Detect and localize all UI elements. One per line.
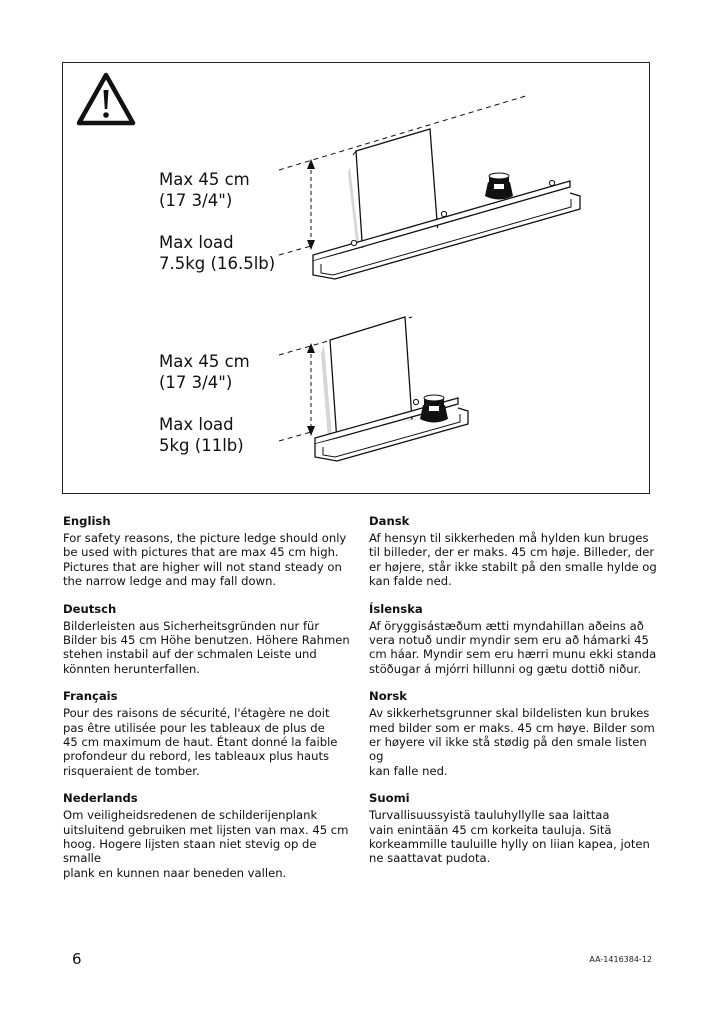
section-heading: Nederlands (63, 791, 138, 806)
section-body: For safety reasons, the picture ledge should only be used with pictures that are max 45 cm high. Pictures that are higher will not stand steady on the narrow ledge and may fall down. (63, 531, 347, 588)
max-height-imperial: (17 3/4") (159, 191, 233, 210)
section-heading: Íslenska (369, 601, 423, 616)
max-load-label: Max load (159, 415, 234, 434)
section-heading: English (63, 514, 111, 528)
shelf-illustration (63, 63, 651, 495)
illustration-frame (62, 62, 650, 494)
max-load-label: Max load (159, 233, 234, 252)
section-dansk (369, 514, 659, 588)
section-norsk (369, 689, 659, 777)
section-body: Av sikkerhetsgrunner skal bildelisten kun brukes med bilder som er maks. 45 cm høye. Bilder som er høyere vil ikke stå stødig på den smale listen og kan falle ned. (369, 706, 655, 778)
shelf-long-specs (159, 169, 275, 274)
section-heading: Deutsch (63, 601, 117, 616)
section-english (63, 514, 353, 588)
section-heading: Français (63, 689, 118, 704)
max-height-label: Max 45 cm (159, 170, 250, 189)
max-load-value: 5kg (11lb) (159, 436, 244, 455)
section-deutsch (63, 602, 353, 676)
section-nederlands (63, 791, 353, 879)
section-body: Pour des raisons de sécurité, l'étagère ne doit pas être utilisée pour les tableaux de plus de 45 cm maximum de haut. Étant donné la faible profondeur du rebord, les tableaux plus hauts risqueraient de tomber. (63, 706, 338, 778)
max-height-label: Max 45 cm (159, 352, 250, 371)
section-francais (63, 689, 353, 777)
page-number: 6 (72, 950, 82, 968)
text-column-right (369, 514, 659, 879)
section-heading: Dansk (369, 514, 410, 528)
section-islenska (369, 602, 659, 676)
max-height-imperial: (17 3/4") (159, 373, 233, 392)
section-body: Bilderleisten aus Sicherheitsgründen nur für Bilder bis 45 cm Höhe benutzen. Höhere Rahmen stehen instabil auf der schmalen Leiste und könnten herunterfallen. (63, 618, 350, 676)
shelf-long-drawing (279, 95, 580, 279)
shelf-short-drawing (279, 317, 468, 461)
text-column-left (63, 514, 353, 893)
document-id: AA-1416384-12 (589, 955, 652, 964)
section-body: Turvallisuussyistä tauluhyllylle saa laittaa vain enintään 45 cm korkeita tauluja. Sitä korkeammille tauluille hylly on liian kapea, joten ne saattavat pudota. (369, 808, 650, 866)
section-heading: Norsk (369, 689, 407, 704)
section-heading: Suomi (369, 791, 410, 806)
warning-triangle-icon (79, 75, 133, 123)
section-body: Af öryggisástæðum ætti myndahillan aðeins að vera notuð undir myndir sem eru að hámarki 45 cm háar. Myndir sem eru hærri munu ekki standa stöðugar á mjórri hillunni og gætu dottið niður. (369, 618, 657, 676)
shelf-short-specs (159, 351, 250, 456)
section-suomi (369, 791, 659, 865)
max-load-value: 7.5kg (16.5lb) (159, 254, 276, 273)
section-body: Af hensyn til sikkerheden må hylden kun bruges til billeder, der er maks. 45 cm høje. Billeder, der er højere, står ikke stabilt på den smalle hylde og kan falde ned. (369, 531, 657, 588)
section-body: Om veiligheidsredenen de schilderijenplank uitsluitend gebruiken met lijsten van max. 45 cm hoog. Hogere lijsten staan niet stevig op de smalle plank en kunnen naar beneden vallen. (63, 808, 349, 880)
